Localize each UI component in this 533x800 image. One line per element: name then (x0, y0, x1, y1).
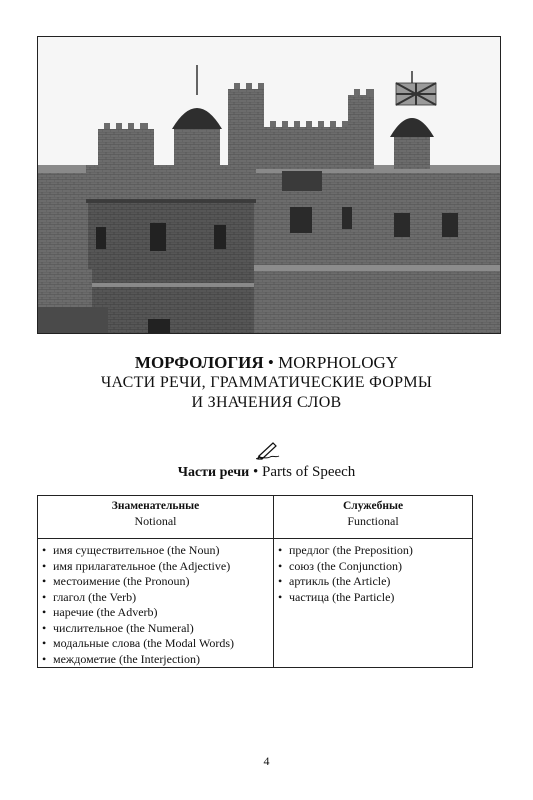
functional-header-en: Functional (347, 514, 399, 528)
title-ru: МОРФОЛОГИЯ (134, 353, 264, 372)
list-item: • междометие (the Interjection) (42, 652, 269, 668)
list-item: • союз (the Conjunction) (278, 559, 468, 575)
chapter-subtitle-line1: ЧАСТИ РЕЧИ, ГРАММАТИЧЕСКИЕ ФОРМЫ (100, 374, 433, 391)
list-item: • имя существительное (the Noun) (42, 543, 269, 559)
section-title-ru: Части речи (177, 465, 250, 480)
notional-header-en: Notional (134, 514, 177, 528)
list-item: • наречие (the Adverb) (42, 605, 269, 621)
title-en: MORPHOLOGY (278, 353, 399, 372)
list-item: • предлог (the Preposition) (278, 543, 468, 559)
section-title-separator: • (252, 464, 259, 480)
chapter-title (0, 352, 533, 373)
notional-list (42, 543, 269, 667)
castle-photo (37, 36, 501, 334)
pen-writing-icon (256, 440, 280, 460)
page-number: 4 (263, 754, 270, 768)
list-item: • модальные слова (the Modal Words) (42, 636, 269, 652)
section-title-en: Parts of Speech (262, 464, 356, 480)
functional-header-ru: Служебные (342, 500, 404, 512)
list-item: • местоимение (the Pronoun) (42, 574, 269, 590)
list-item: • глагол (the Verb) (42, 590, 269, 606)
list-item: • артикль (the Article) (278, 574, 468, 590)
title-separator: • (267, 353, 274, 372)
list-item: • частица (the Particle) (278, 590, 468, 606)
notional-cell (38, 539, 274, 668)
functional-header (274, 496, 473, 539)
parts-of-speech-table (37, 495, 473, 668)
section-title (0, 464, 533, 481)
notional-header-ru: Знаменательные (111, 500, 200, 512)
chapter-subtitle-line2: И ЗНАЧЕНИЯ СЛОВ (191, 394, 342, 411)
functional-cell (274, 539, 473, 668)
list-item: • числительное (the Numeral) (42, 621, 269, 637)
notional-header (38, 496, 274, 539)
castle-illustration (38, 37, 500, 333)
list-item: • имя прилагательное (the Adjective) (42, 559, 269, 575)
functional-list (278, 543, 468, 605)
